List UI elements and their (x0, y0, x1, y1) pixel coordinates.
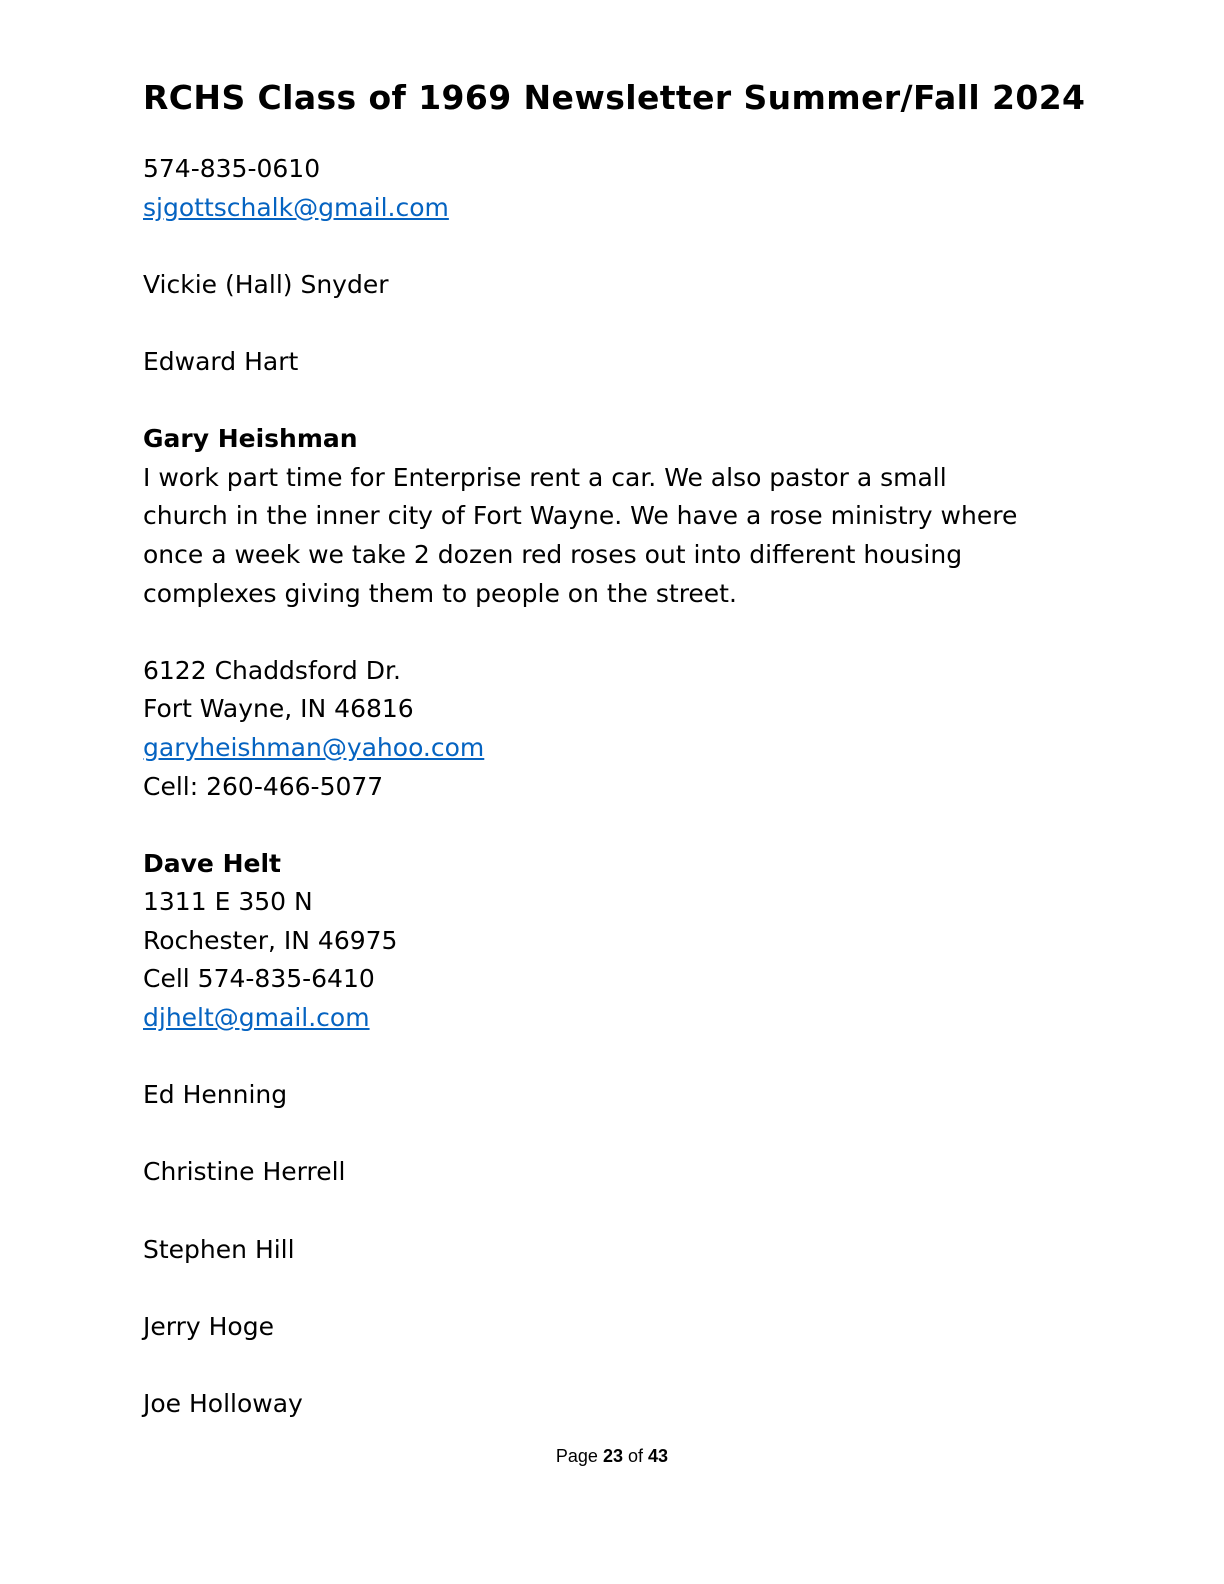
contact-phone: Cell: 260-466-5077 (143, 771, 384, 801)
classmate-name: Christine Herrell (143, 1157, 346, 1187)
spacer (143, 1115, 1083, 1154)
classmate-name: Stephen Hill (143, 1234, 295, 1264)
spacer (143, 227, 1083, 266)
classmate-name: Ed Henning (143, 1080, 288, 1110)
bio-line: I work part time for Enterprise rent a car. We also pastor a small (143, 462, 947, 492)
bio-line: once a week we take 2 dozen red roses out into different housing (143, 539, 963, 569)
address-line: 6122 Chaddsford Dr. (143, 655, 401, 685)
bio-line: complexes giving them to people on the street. (143, 578, 737, 608)
page-word: Page (555, 1446, 598, 1466)
contact-phone: 574-835-0610 (143, 154, 321, 183)
page-title: RCHS Class of 1969 Newsletter Summer/Fall 2024 (143, 78, 1086, 117)
of-word: of (628, 1446, 644, 1466)
email-link[interactable]: djhelt@gmail.com (143, 1003, 370, 1033)
spacer (143, 806, 1083, 845)
classmate-name: Jerry Hoge (143, 1311, 274, 1341)
address-line: Fort Wayne, IN 46816 (143, 694, 414, 724)
address-line: Rochester, IN 46975 (143, 925, 398, 955)
spacer (143, 304, 1083, 343)
contact-phone: Cell 574-835-6410 (143, 964, 375, 994)
page-number: 23 (602, 1446, 623, 1466)
address-line: 1311 E 350 N (143, 887, 313, 917)
classmate-name: Joe Holloway (143, 1389, 303, 1418)
spacer (143, 1192, 1083, 1231)
email-link[interactable]: sjgottschalk@gmail.com (143, 192, 449, 222)
bio-line: church in the inner city of Fort Wayne. We have a rose ministry where (143, 501, 1018, 531)
page-footer (0, 1446, 1224, 1467)
classmate-name-heading: Dave Helt (143, 848, 281, 878)
spacer (143, 1038, 1083, 1077)
email-link[interactable]: garyheishman@yahoo.com (143, 732, 485, 762)
page-body (143, 150, 1083, 1424)
spacer (143, 1346, 1083, 1385)
classmate-name-heading: Gary Heishman (143, 424, 358, 454)
spacer (143, 1269, 1083, 1308)
spacer (143, 613, 1083, 652)
classmate-name: Vickie (Hall) Snyder (143, 269, 389, 299)
page-total: 43 (648, 1446, 669, 1466)
classmate-name: Edward Hart (143, 346, 299, 376)
spacer (143, 382, 1083, 421)
